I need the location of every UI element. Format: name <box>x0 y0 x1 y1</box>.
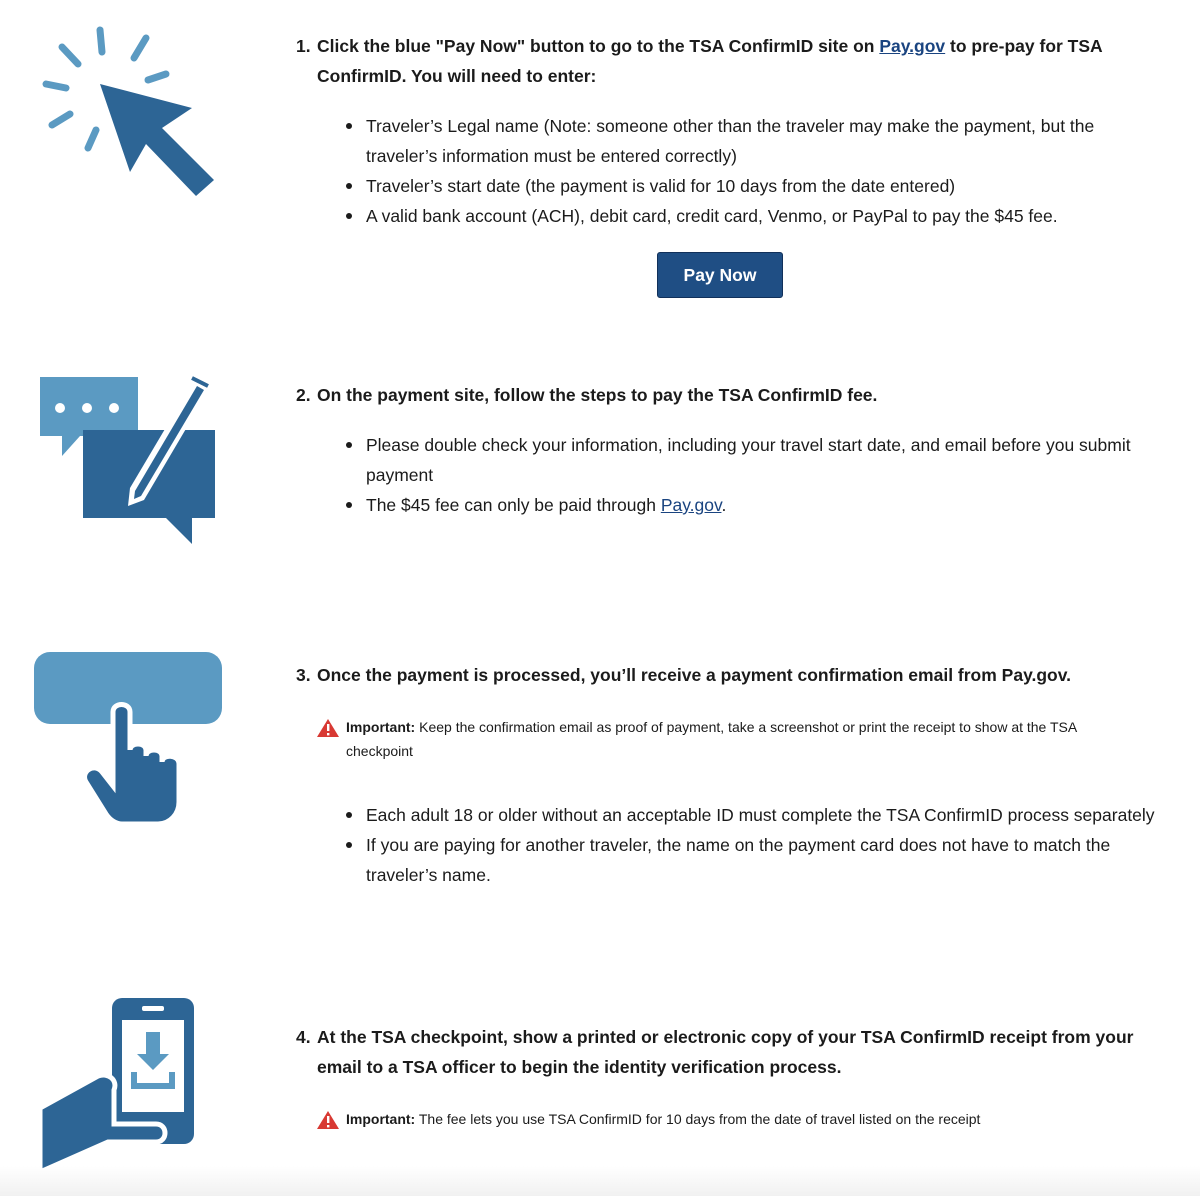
chat-pencil-icon <box>40 372 220 552</box>
step-3-heading <box>296 660 1166 690</box>
click-cursor-icon <box>38 22 218 207</box>
important-label: Important: <box>346 1111 416 1127</box>
important-notice <box>316 1107 1116 1137</box>
hand-tap-icon <box>34 652 224 833</box>
paygov-link[interactable]: Pay.gov <box>660 495 722 515</box>
list-item: Please double check your information, including your travel start date, and email before you submit payment <box>296 430 1166 490</box>
phone-download-icon <box>38 996 198 1181</box>
list-item: Each adult 18 or older without an acceptable ID must complete the TSA ConfirmID process separately <box>296 800 1166 830</box>
step-3-bullet-list <box>296 800 1166 890</box>
step-4-content <box>296 1022 1166 1127</box>
step-2-bullet-list <box>296 430 1166 520</box>
step-4-heading-text: At the TSA checkpoint, show a printed or electronic copy of your TSA ConfirmID receipt from your email to a TSA officer to begin the identity verification process. <box>317 1027 1134 1077</box>
step-3-content <box>296 660 1166 890</box>
step-1-heading <box>296 31 1166 91</box>
important-label: Important: <box>346 719 416 735</box>
step-4-heading <box>296 1022 1166 1082</box>
step-number: 1. <box>296 36 311 56</box>
step-1-content <box>296 31 1166 231</box>
bottom-fade <box>0 1166 1200 1196</box>
list-item: Traveler’s Legal name (Note: someone other than the traveler may make the payment, but the traveler’s information must be entered correctly) <box>296 111 1166 171</box>
step-number: 4. <box>296 1027 311 1047</box>
warning-icon <box>316 1107 346 1137</box>
list-item: If you are paying for another traveler, the name on the payment card does not have to match the traveler’s name. <box>296 830 1166 890</box>
step-1-heading-text-end: to pre-pay for TSA ConfirmID. You will need to enter: <box>317 36 1103 86</box>
warning-icon <box>316 715 346 763</box>
paygov-link[interactable]: Pay.gov <box>879 36 946 56</box>
step-2-heading-text: On the payment site, follow the steps to pay the TSA ConfirmID fee. <box>317 385 878 405</box>
list-item-text-end: . <box>721 495 727 515</box>
step-number: 2. <box>296 385 311 405</box>
pay-now-button[interactable]: Pay Now <box>657 252 783 298</box>
important-notice <box>316 715 1116 763</box>
step-2-content <box>296 380 1166 520</box>
important-text: The fee lets you use TSA ConfirmID for 10 days from the date of travel listed on the receipt <box>415 1111 981 1127</box>
important-text: Keep the confirmation email as proof of payment, take a screenshot or print the receipt to show at the TSA checkpoint <box>346 719 1077 759</box>
list-item: Traveler’s start date (the payment is valid for 10 days from the date entered) <box>296 171 1166 201</box>
step-1-heading-text: Click the blue "Pay Now" button to go to the TSA ConfirmID site on <box>317 36 880 56</box>
step-1-bullet-list <box>296 111 1166 231</box>
step-3-heading-text: Once the payment is processed, you’ll receive a payment confirmation email from Pay.gov. <box>317 665 1072 685</box>
list-item-text: The $45 fee can only be paid through <box>366 495 661 515</box>
step-number: 3. <box>296 665 311 685</box>
list-item: A valid bank account (ACH), debit card, credit card, Venmo, or PayPal to pay the $45 fee. <box>296 201 1166 231</box>
step-2-heading <box>296 380 1166 410</box>
list-item <box>296 490 1166 520</box>
